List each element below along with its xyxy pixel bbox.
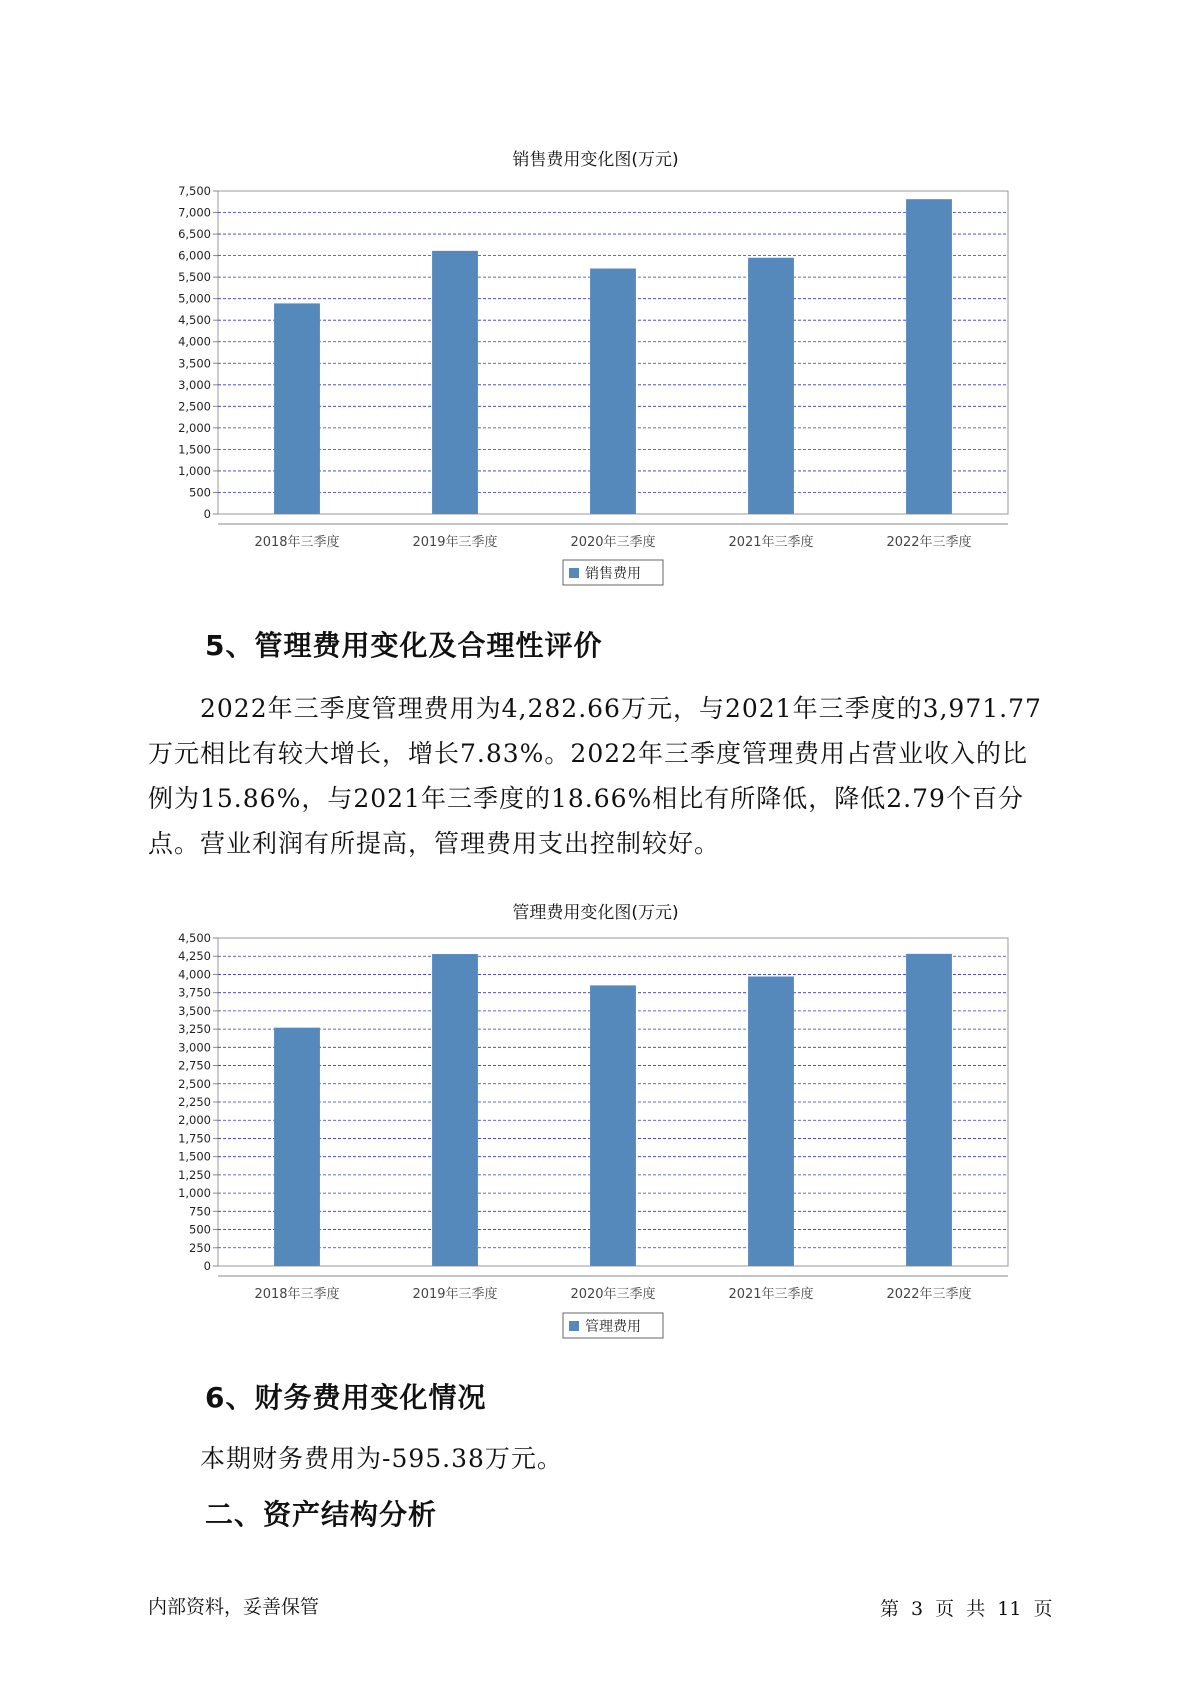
y-tick-label: 4,250 (178, 949, 211, 964)
legend-label: 销售费用 (585, 566, 641, 582)
section-5-heading: 5、管理费用变化及合理性评价 (205, 629, 603, 662)
y-tick-label: 1,000 (178, 463, 211, 478)
x-tick-label: 2020年三季度 (570, 1287, 656, 1302)
chart-title: 销售费用变化图(万元) (512, 150, 679, 170)
x-tick-label: 2021年三季度 (728, 535, 814, 550)
bar-5 (906, 954, 952, 1266)
y-tick-label: 3,500 (178, 1003, 211, 1018)
y-tick-label: 4,000 (178, 334, 211, 349)
legend-swatch (569, 1321, 579, 1331)
section-6-heading: 6、财务费用变化情况 (205, 1381, 487, 1414)
bar-3 (590, 985, 636, 1266)
y-tick-label: 6,000 (178, 248, 211, 263)
section-5-paragraph: 2022年三季度管理费用为4,282.66万元，与2021年三季度的3,971.77万元相比有较大增长，增长7.83%。2022年三季度管理费用占营业收入的比例为15.86%，与2021年三季度的18.66%相比有所降低，降低2.79个百分点。营业利润有所提高，管理费用支出控制较好。 (148, 694, 1042, 858)
bar-2 (432, 954, 478, 1266)
y-tick-label: 3,000 (178, 1040, 211, 1055)
y-tick-label: 500 (189, 485, 211, 500)
x-tick-label: 2022年三季度 (886, 535, 972, 550)
bar-4 (748, 977, 794, 1266)
chart-title: 管理费用变化图(万元) (512, 903, 679, 923)
y-tick-label: 5,000 (178, 291, 211, 306)
y-tick-label: 7,500 (178, 184, 211, 198)
y-tick-label: 0 (203, 507, 211, 521)
y-tick-label: 2,500 (178, 1076, 211, 1091)
y-tick-label: 250 (189, 1240, 211, 1255)
section-6-paragraph: 本期财务费用为-595.38万元。 (200, 1444, 563, 1473)
footer-page-number: 第 3 页 共 11 页 (880, 1598, 1053, 1620)
y-tick-label: 1,500 (178, 1149, 211, 1164)
y-tick-label: 2,250 (178, 1095, 211, 1109)
y-tick-label: 4,000 (178, 967, 211, 982)
y-tick-label: 4,500 (178, 931, 211, 945)
x-tick-label: 2021年三季度 (728, 1287, 814, 1302)
x-tick-label: 2022年三季度 (886, 1287, 972, 1302)
y-tick-label: 2,500 (178, 399, 211, 414)
x-tick-label: 2020年三季度 (570, 535, 656, 550)
x-tick-label: 2019年三季度 (412, 535, 498, 550)
y-tick-label: 3,000 (178, 377, 211, 392)
y-tick-label: 4,500 (178, 313, 211, 328)
y-tick-label: 3,750 (178, 985, 211, 1000)
y-tick-label: 6,500 (178, 227, 211, 242)
y-tick-label: 1,000 (178, 1186, 211, 1201)
x-tick-label: 2019年三季度 (412, 1287, 498, 1302)
bar-1 (274, 1028, 320, 1266)
legend-label: 管理费用 (585, 1319, 641, 1335)
y-tick-label: 2,000 (178, 420, 211, 435)
y-tick-label: 3,500 (178, 356, 211, 371)
y-tick-label: 7,000 (178, 205, 211, 220)
y-tick-label: 2,000 (178, 1113, 211, 1128)
x-tick-label: 2018年三季度 (254, 1287, 340, 1302)
y-tick-label: 0 (203, 1259, 211, 1273)
y-tick-label: 1,250 (178, 1167, 211, 1182)
y-tick-label: 2,750 (178, 1058, 211, 1073)
y-tick-label: 750 (189, 1204, 211, 1219)
y-tick-label: 1,500 (178, 442, 211, 457)
x-tick-label: 2018年三季度 (254, 535, 340, 550)
y-tick-label: 5,500 (178, 270, 211, 285)
y-tick-label: 1,750 (178, 1131, 211, 1146)
footer-confidential: 内部资料，妥善保管 (148, 1596, 320, 1618)
y-tick-label: 3,250 (178, 1022, 211, 1037)
y-tick-label: 500 (189, 1222, 211, 1237)
section-two-heading: 二、资产结构分析 (205, 1498, 438, 1531)
